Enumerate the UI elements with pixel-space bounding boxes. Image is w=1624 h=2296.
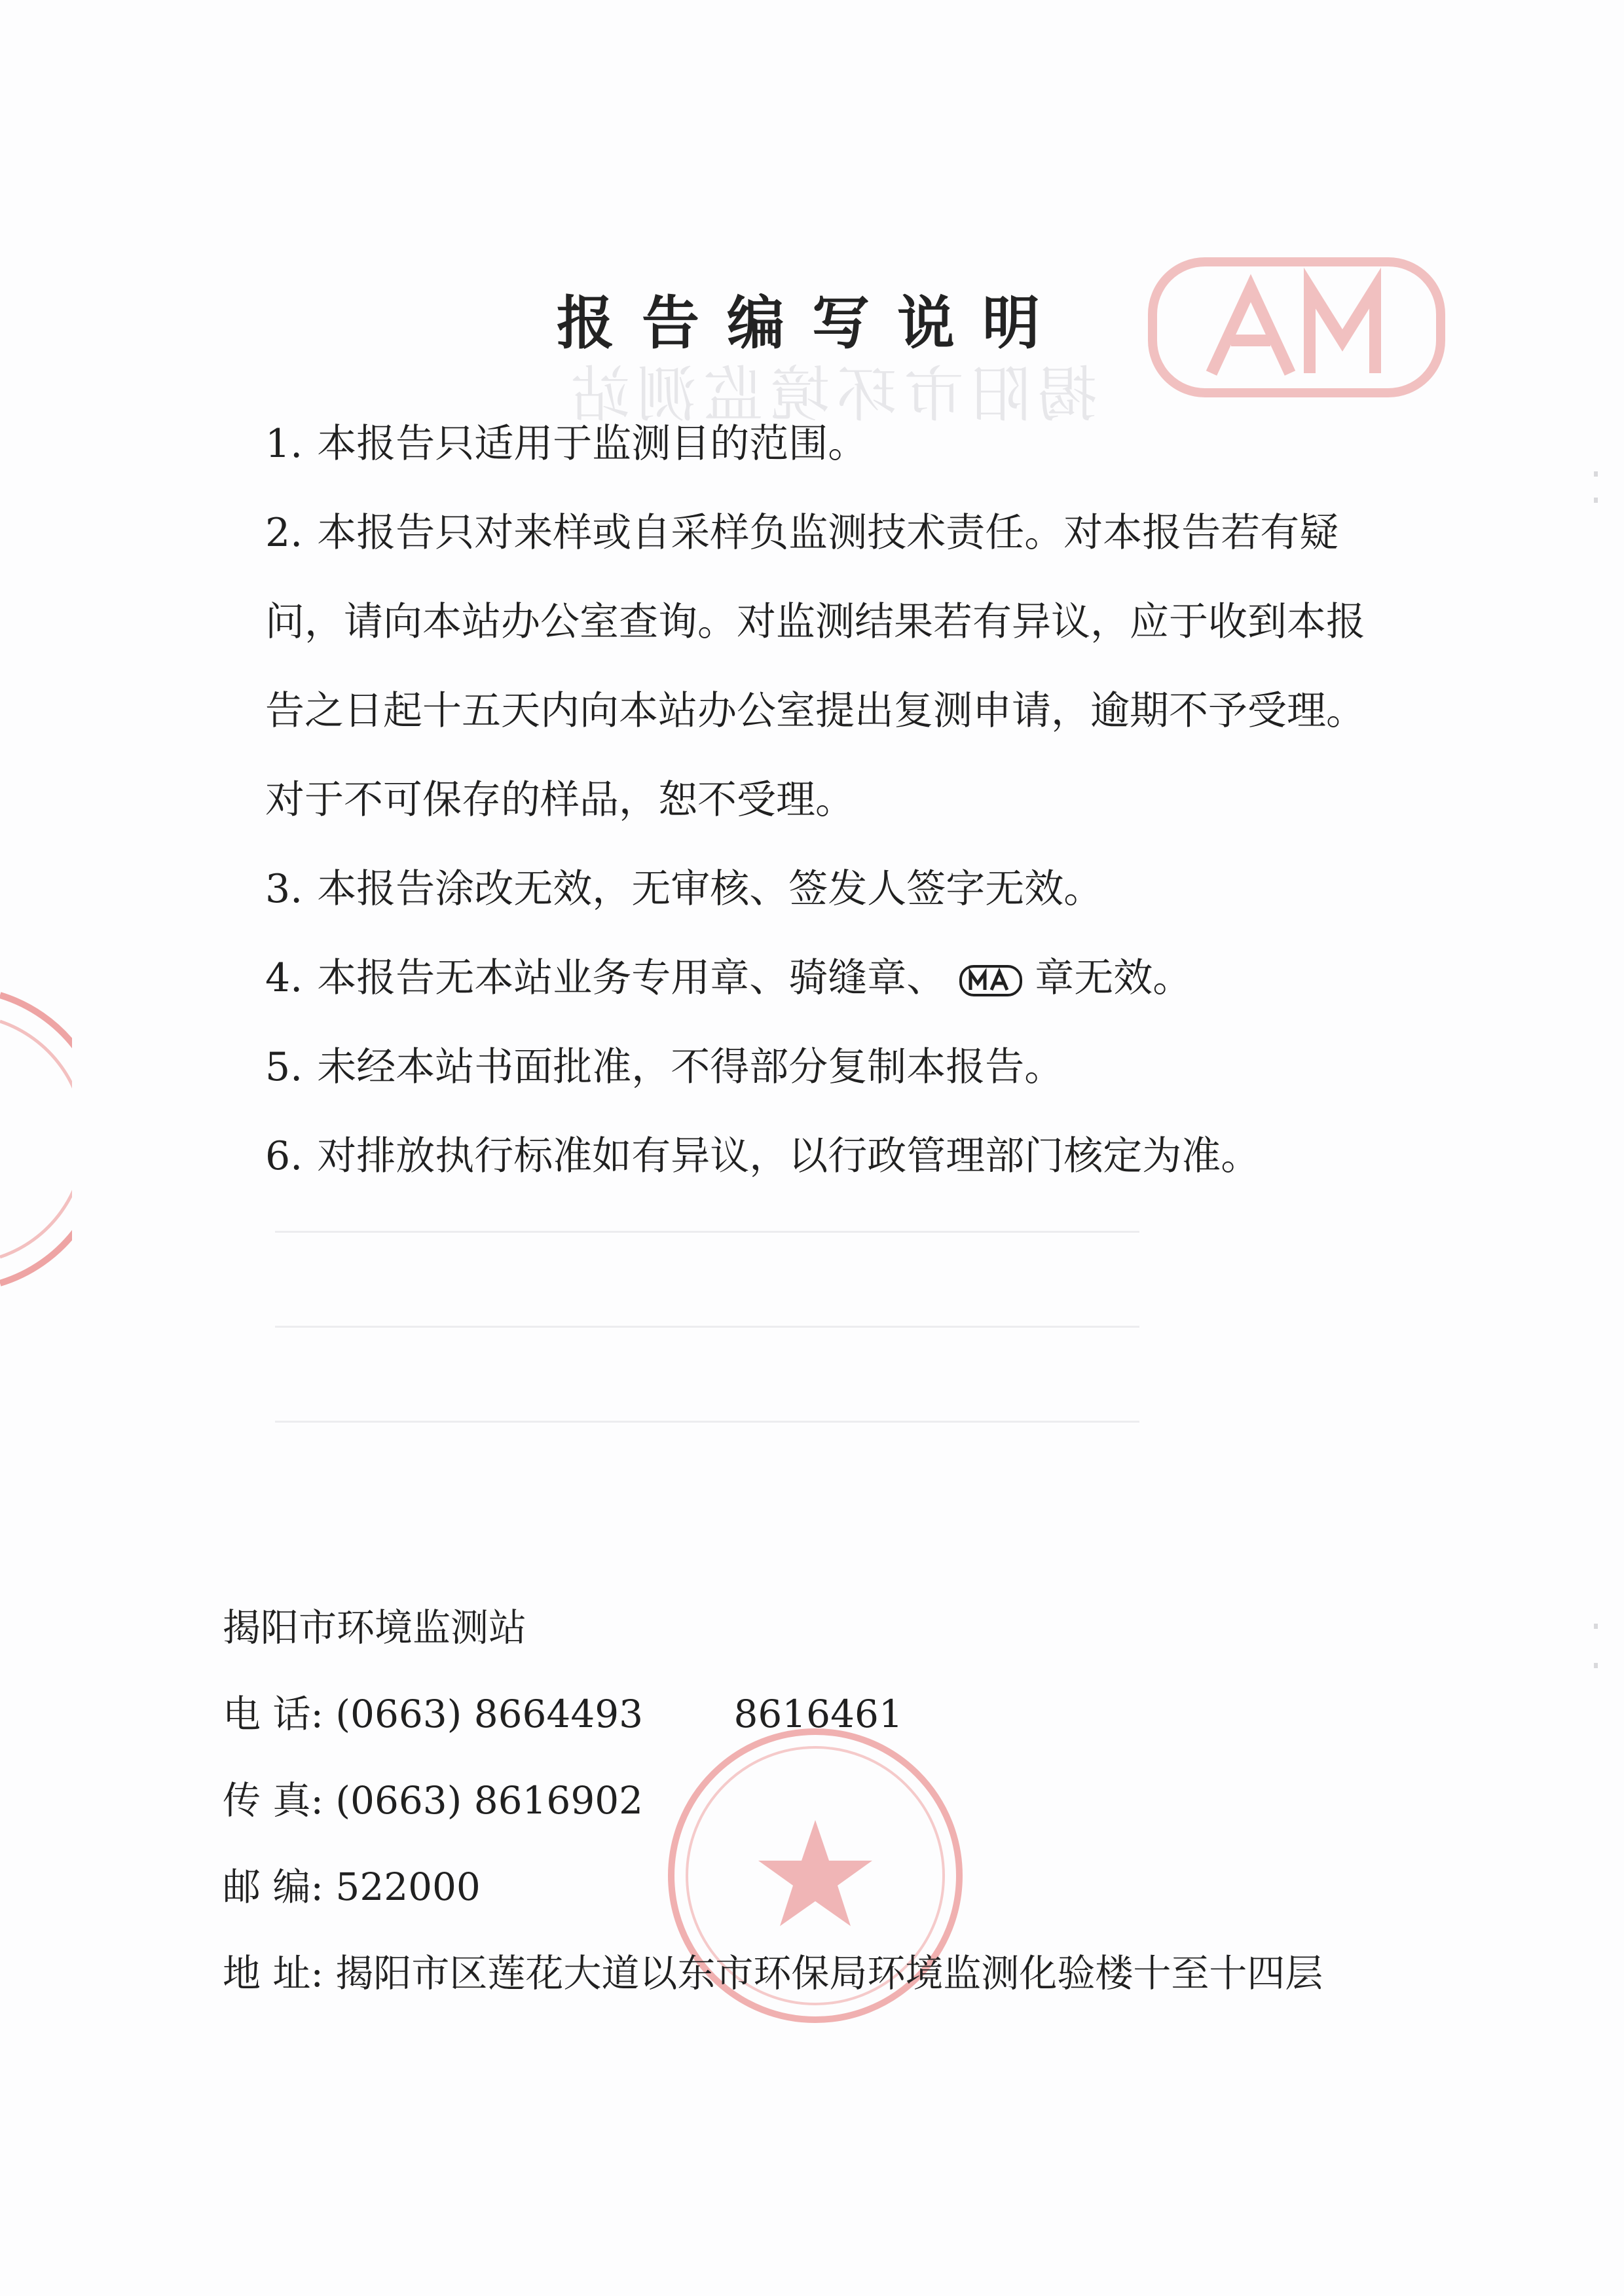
contact-block <box>223 1584 1323 2016</box>
item-number: 3. <box>265 866 303 912</box>
postcode-value: 522000 <box>335 1865 481 1909</box>
list-item <box>265 845 1392 934</box>
document-title: 报告编写说明 <box>556 288 1067 357</box>
scan-artifact <box>1594 471 1598 477</box>
address-label: 地 址: <box>223 1951 323 1995</box>
bleed-through-text: 揭阳市环境监测站 <box>563 360 1098 430</box>
postcode-label: 邮 编: <box>223 1865 323 1909</box>
scan-artifact <box>1594 1663 1598 1668</box>
list-item <box>265 488 1392 845</box>
phone-number-1: (0663) 8664493 <box>335 1692 644 1736</box>
item-number: 5. <box>265 1044 303 1090</box>
item-text: 未经本站书面批准，不得部分复制本报告。 <box>317 1044 1064 1090</box>
fax-label: 传 真: <box>223 1778 323 1823</box>
bleed-through-line <box>275 1326 1139 1328</box>
list-item <box>265 1023 1392 1112</box>
item-text: 本报告只适用于监测目的范围。 <box>317 421 868 467</box>
item-number: 2. <box>265 510 303 556</box>
notes-list <box>265 399 1392 1201</box>
item-text: 章无效。 <box>1035 955 1192 1001</box>
list-item <box>265 934 1392 1023</box>
seam-stamp-icon <box>0 982 72 1296</box>
item-number: 6. <box>265 1133 303 1179</box>
item-number: 4. <box>265 955 303 1001</box>
phone-label: 电 话: <box>223 1692 323 1736</box>
scan-artifact <box>1594 498 1598 503</box>
item-text: 本报告涂改无效，无审核、签发人签字无效。 <box>317 866 1103 912</box>
item-text: 本报告只对来样或自采样负监测技术责任。对本报告若有疑问，请向本站办公室查询。对监测结果若有异议，应于收到本报告之日起十五天内向本站办公室提出复测申请，逾期不予受理。对于不可保存的样品，恕不受理。 <box>265 510 1365 823</box>
phone-line <box>223 1671 1323 1757</box>
bleed-through-line <box>275 1231 1139 1233</box>
postcode-line <box>223 1844 1323 1930</box>
scan-artifact <box>1594 1624 1598 1629</box>
organization-name: 揭阳市环境监测站 <box>223 1605 527 1650</box>
address-line <box>223 1930 1323 2016</box>
item-text: 对排放执行标准如有异议，以行政管理部门核定为准。 <box>317 1133 1261 1179</box>
ma-mark-icon <box>959 964 1023 998</box>
phone-number-2: 8616461 <box>733 1692 903 1736</box>
fax-number: (0663) 8616902 <box>335 1778 644 1823</box>
address-value: 揭阳市区莲花大道以东市环保局环境监测化验楼十至十四层 <box>335 1951 1323 1995</box>
fax-line <box>223 1757 1323 1844</box>
list-item <box>265 399 1392 488</box>
bleed-through-line <box>275 1421 1139 1423</box>
list-item <box>265 1112 1392 1201</box>
item-text: 本报告无本站业务专用章、骑缝章、 <box>317 955 946 1001</box>
item-number: 1. <box>265 421 303 467</box>
